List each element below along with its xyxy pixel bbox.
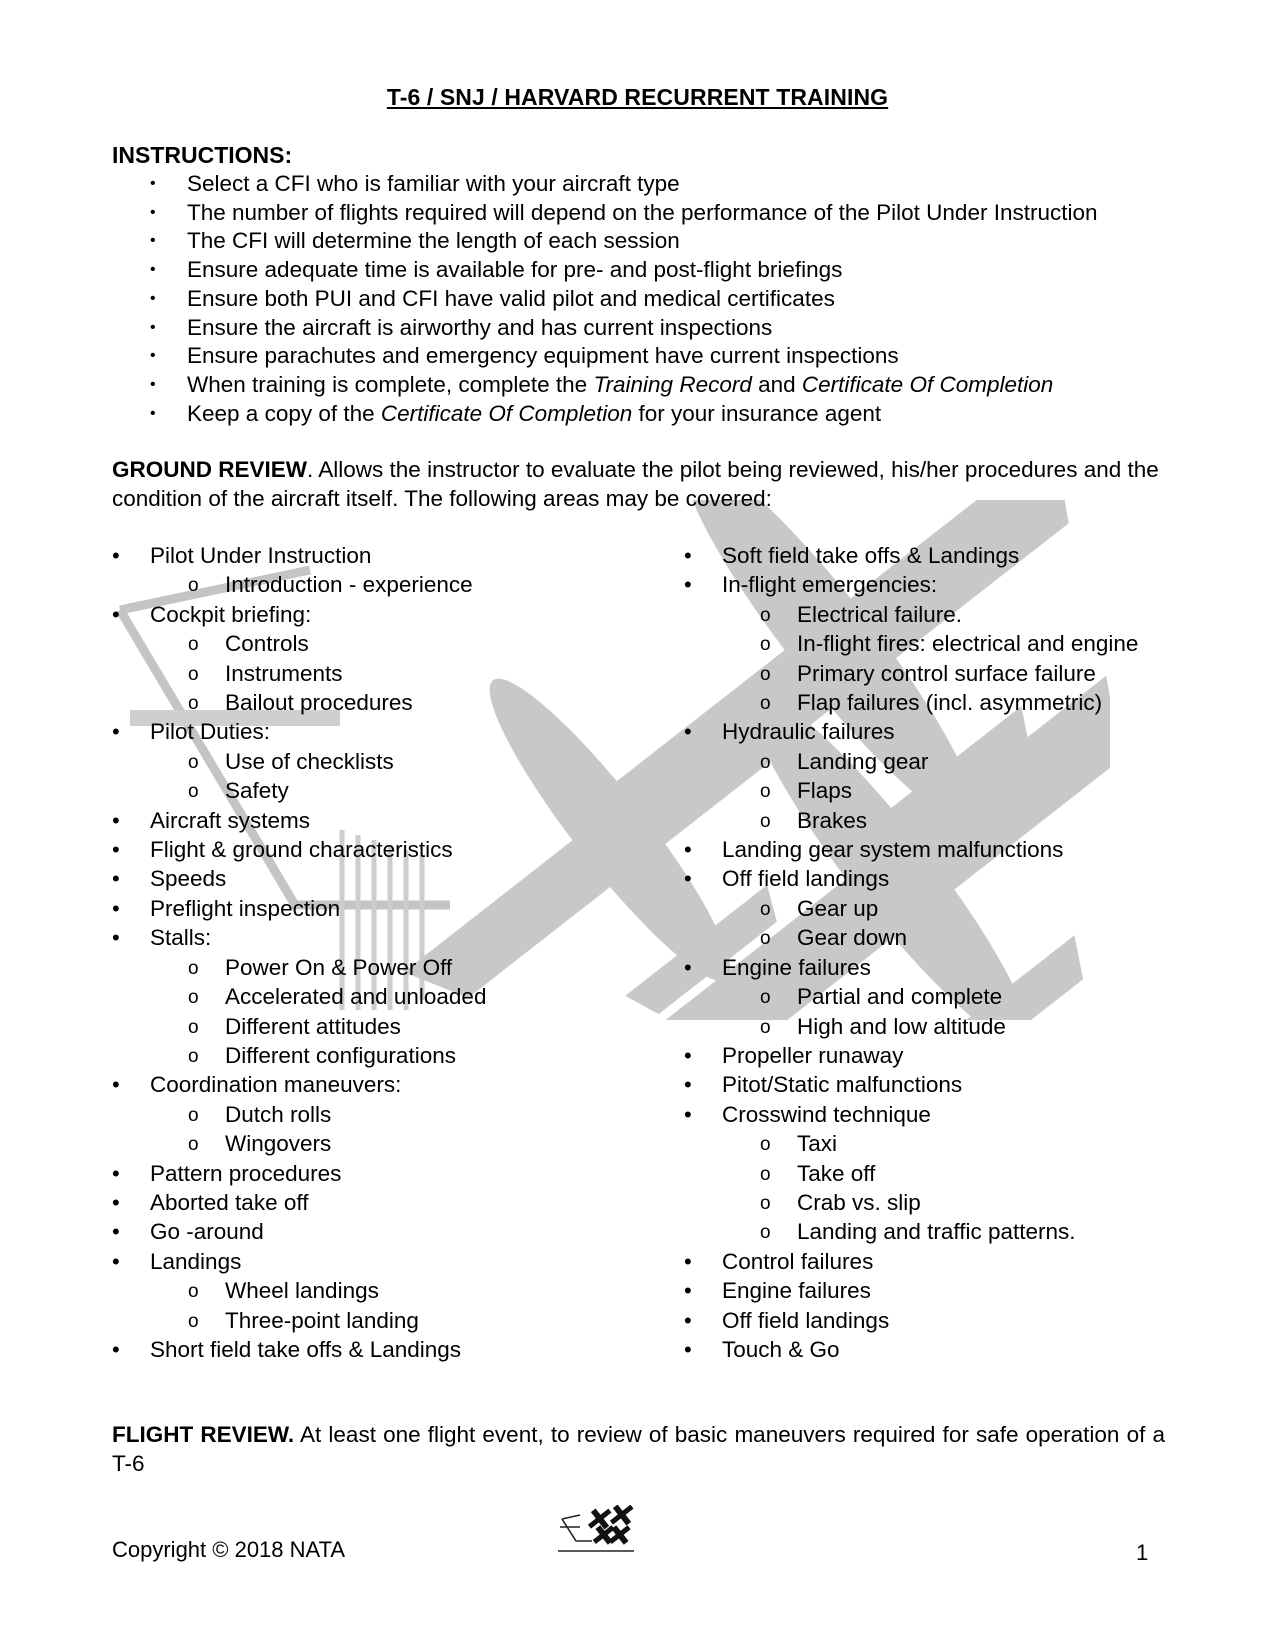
subtopic-item: o Instruments (112, 659, 486, 688)
topic-item: • Short field take offs & Landings (112, 1335, 486, 1364)
subtopic-item: o In-flight fires: electrical and engine (684, 629, 1138, 658)
instructions-list (150, 170, 1098, 428)
ground-topics-left-column (112, 541, 486, 1364)
topic-item: • Off field landings (684, 864, 1138, 893)
subtopic-item: o Flap failures (incl. asymmetric) (684, 688, 1138, 717)
instruction-text: and (751, 371, 802, 397)
copyright-notice: Copyright © 2018 NATA (112, 1537, 346, 1562)
subtopic-item: o Take off (684, 1159, 1138, 1188)
instruction-emphasis: Certificate Of Completion (801, 371, 1054, 397)
topic-item: • Landing gear system malfunctions (684, 835, 1138, 864)
instruction-text: for your insurance agent (632, 400, 882, 426)
subtopic-item: o Wingovers (112, 1129, 486, 1158)
subtopic-item: o High and low altitude (684, 1012, 1138, 1041)
page-number: 1 (1136, 1540, 1149, 1565)
document-title: T-6 / SNJ / HARVARD RECURRENT TRAINING (386, 84, 889, 110)
topic-item: • Coordination maneuvers: (112, 1070, 486, 1099)
subtopic-item: o Power On & Power Off (112, 953, 486, 982)
subtopic-item: o Taxi (684, 1129, 1138, 1158)
topic-item: • Pilot Under Instruction (112, 541, 486, 570)
subtopic-item: o Three-point landing (112, 1306, 486, 1335)
instruction-item: • Ensure both PUI and CFI have valid pilot and medical certificates (150, 285, 1098, 314)
topic-item: • Stalls: (112, 923, 486, 952)
topic-item: • Speeds (112, 864, 486, 893)
subtopic-item: o Bailout procedures (112, 688, 486, 717)
subtopic-item: o Primary control surface failure (684, 659, 1138, 688)
subtopic-item: o Different configurations (112, 1041, 486, 1070)
subtopic-item: o Wheel landings (112, 1276, 486, 1305)
subtopic-item: o Introduction - experience (112, 570, 486, 599)
flight-review-text: At least one flight event, to review of basic maneuvers required for safe operation of a T-6 (112, 1422, 1165, 1476)
topic-item: • Go -around (112, 1217, 486, 1246)
topic-item: • Hydraulic failures (684, 717, 1138, 746)
instruction-item: • The number of flights required will depend on the performance of the Pilot Under Instruction (150, 199, 1098, 228)
topic-item: • Flight & ground characteristics (112, 835, 486, 864)
instruction-text: Keep a copy of the (187, 400, 381, 426)
topic-item: • Off field landings (684, 1306, 1138, 1335)
topic-item: • Touch & Go (684, 1335, 1138, 1364)
instruction-text: When training is complete, complete the (187, 371, 594, 397)
subtopic-item: o Controls (112, 629, 486, 658)
subtopic-item: o Brakes (684, 806, 1138, 835)
subtopic-item: o Landing gear (684, 747, 1138, 776)
instruction-item (150, 371, 1098, 400)
ground-review-text: . Allows the instructor to evaluate the pilot being reviewed, his/her procedures and the condition of the aircraft itself. The following areas may be covered: (112, 457, 1159, 511)
flight-review-paragraph (112, 1420, 1165, 1478)
topic-item: • Crosswind technique (684, 1100, 1138, 1129)
instruction-item: • The CFI will determine the length of each session (150, 227, 1098, 256)
subtopic-item: o Dutch rolls (112, 1100, 486, 1129)
subtopic-item: o Use of checklists (112, 747, 486, 776)
flight-review-heading: FLIGHT REVIEW. (112, 1422, 295, 1447)
topic-item: • Control failures (684, 1247, 1138, 1276)
instruction-item: • Ensure parachutes and emergency equipment have current inspections (150, 342, 1098, 371)
subtopic-item: o Flaps (684, 776, 1138, 805)
aircraft-logo-icon (558, 1505, 634, 1553)
subtopic-item: o Electrical failure. (684, 600, 1138, 629)
instruction-emphasis: Certificate Of Completion (380, 400, 633, 426)
subtopic-item: o Partial and complete (684, 982, 1138, 1011)
subtopic-item: o Safety (112, 776, 486, 805)
subtopic-item: o Crab vs. slip (684, 1188, 1138, 1217)
topic-item: • Engine failures (684, 953, 1138, 982)
topic-item: • Pitot/Static malfunctions (684, 1070, 1138, 1099)
topic-item: • Aborted take off (112, 1188, 486, 1217)
instructions-heading: INSTRUCTIONS: (112, 142, 293, 168)
ground-review-paragraph (112, 455, 1197, 513)
subtopic-item: o Different attitudes (112, 1012, 486, 1041)
subtopic-item: o Gear down (684, 923, 1138, 952)
ground-topics-right-column (684, 541, 1138, 1364)
topic-item: • Soft field take offs & Landings (684, 541, 1138, 570)
topic-item: • In-flight emergencies: (684, 570, 1138, 599)
topic-item: • Cockpit briefing: (112, 600, 486, 629)
topic-item: • Aircraft systems (112, 806, 486, 835)
topic-item: • Landings (112, 1247, 486, 1276)
topic-item: • Preflight inspection (112, 894, 486, 923)
instruction-item: • Ensure adequate time is available for pre- and post-flight briefings (150, 256, 1098, 285)
subtopic-item: o Landing and traffic patterns. (684, 1217, 1138, 1246)
subtopic-item: o Gear up (684, 894, 1138, 923)
instruction-emphasis: Training Record (593, 371, 752, 397)
subtopic-item: o Accelerated and unloaded (112, 982, 486, 1011)
topic-item: • Pattern procedures (112, 1159, 486, 1188)
instruction-item: • Ensure the aircraft is airworthy and has current inspections (150, 314, 1098, 343)
instruction-item (150, 400, 1098, 429)
ground-review-heading: GROUND REVIEW (112, 457, 308, 482)
topic-item: • Propeller runaway (684, 1041, 1138, 1070)
instruction-item: • Select a CFI who is familiar with your aircraft type (150, 170, 1098, 199)
topic-item: • Engine failures (684, 1276, 1138, 1305)
topic-item: • Pilot Duties: (112, 717, 486, 746)
